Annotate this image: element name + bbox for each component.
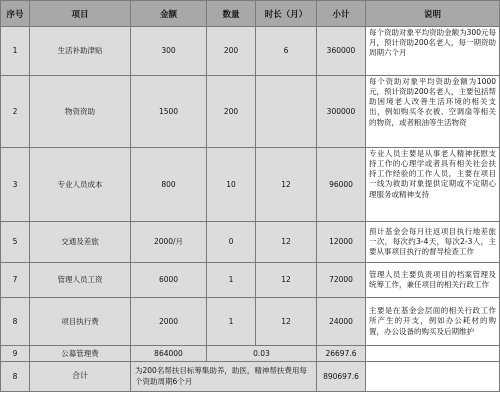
cell-subtotal: 72000 <box>317 263 366 298</box>
cell-total-note: 为200名帮扶目标筹集助养，助医，精神帮扶费用每个资助周期6个月 <box>131 362 317 392</box>
cell-no: 8 <box>1 362 30 392</box>
cell-months: 12 <box>256 298 317 346</box>
cell-desc-empty <box>366 346 500 362</box>
cell-qty: 1 <box>207 263 256 298</box>
header-qty: 数量 <box>207 1 256 27</box>
cell-qty: 200 <box>207 27 256 76</box>
table-row <box>1 222 500 263</box>
cell-item: 专业人员成本 <box>30 148 131 222</box>
cell-qty: 1 <box>207 298 256 346</box>
cell-no: 2 <box>1 76 30 148</box>
cell-desc: 专业人员主要是从事老人精神抚慰支持工作的心理学或者具有相关社会扶持工作经验的工作人员，主要在项目一线为救助对象提供定期或不定期心理服务或精神支持 <box>366 148 500 222</box>
table-row <box>1 27 500 76</box>
cell-months: 12 <box>256 148 317 222</box>
cell-desc: 主要是在基金会层面的相关行政工作所产生的开支，例如办公耗材的购置，办公设备的购买及后期维护 <box>366 298 500 346</box>
cell-item: 交通及差旅 <box>30 222 131 263</box>
cell-subtotal: 24000 <box>317 298 366 346</box>
cell-item: 物资资助 <box>30 76 131 148</box>
cell-subtotal: 96000 <box>317 148 366 222</box>
cell-desc: 每个资助对象平均资助金额为1000元，预计资助200名老人，主要包括帮助困境老人改善生活环境的相关支出，例如购买冬衣被、空调扇等相关的物资，或者粮油等生活物资 <box>366 76 500 148</box>
cell-subtotal: 360000 <box>317 27 366 76</box>
cell-amount: 800 <box>131 148 207 222</box>
cell-qty: 10 <box>207 148 256 222</box>
fee-row <box>1 346 500 362</box>
cell-item: 管理人员工资 <box>30 263 131 298</box>
cell-no: 8 <box>1 298 30 346</box>
cell-total-label: 合计 <box>30 362 131 392</box>
header-subtotal: 小计 <box>317 1 366 27</box>
cell-months: 12 <box>256 263 317 298</box>
cell-subtotal: 12000 <box>317 222 366 263</box>
cell-amount: 2000/月 <box>131 222 207 263</box>
cell-desc: 管理人员主要负责项目的档案管理及统筹工作，兼任项目的相关行政工作 <box>366 263 500 298</box>
cell-months: 12 <box>256 222 317 263</box>
table-row <box>1 76 500 148</box>
table-row <box>1 298 500 346</box>
cell-total-subtotal: 890697.6 <box>317 362 366 392</box>
table-row <box>1 148 500 222</box>
cell-amount: 2000 <box>131 298 207 346</box>
header-months: 时长（月） <box>256 1 317 27</box>
header-row <box>1 1 500 27</box>
cell-amount: 1500 <box>131 76 207 148</box>
cell-no: 9 <box>1 346 30 362</box>
cell-no: 3 <box>1 148 30 222</box>
cell-no: 5 <box>1 222 30 263</box>
cell-item: 生活补助津贴 <box>30 27 131 76</box>
table-row <box>1 263 500 298</box>
cell-no: 7 <box>1 263 30 298</box>
cell-amount: 864000 <box>131 346 207 362</box>
cell-desc-empty <box>366 362 500 392</box>
header-desc: 说明 <box>366 1 500 27</box>
header-no: 序号 <box>1 1 30 27</box>
cell-amount: 6000 <box>131 263 207 298</box>
cell-subtotal: 26697.6 <box>317 346 366 362</box>
cell-desc: 每个资助对象平均资助金额为300元每月，预计资助200名老人，每一期资助周期六个月 <box>366 27 500 76</box>
cell-qty: 0 <box>207 222 256 263</box>
cell-item: 公募管理费 <box>30 346 131 362</box>
cell-desc: 预计基金会每月往返项目执行地差旅一次，每次约3-4天，每次2-3人，主要从事项目执行的督导检查工作 <box>366 222 500 263</box>
cell-rate: 0.03 <box>207 346 317 362</box>
header-amount: 金额 <box>131 1 207 27</box>
cell-subtotal: 300000 <box>317 76 366 148</box>
cell-amount: 300 <box>131 27 207 76</box>
cell-item: 项目执行费 <box>30 298 131 346</box>
cell-no: 1 <box>1 27 30 76</box>
total-row <box>1 362 500 392</box>
header-item: 项目 <box>30 1 131 27</box>
cell-months: 6 <box>256 27 317 76</box>
cell-months <box>256 76 317 148</box>
cell-qty: 200 <box>207 76 256 148</box>
